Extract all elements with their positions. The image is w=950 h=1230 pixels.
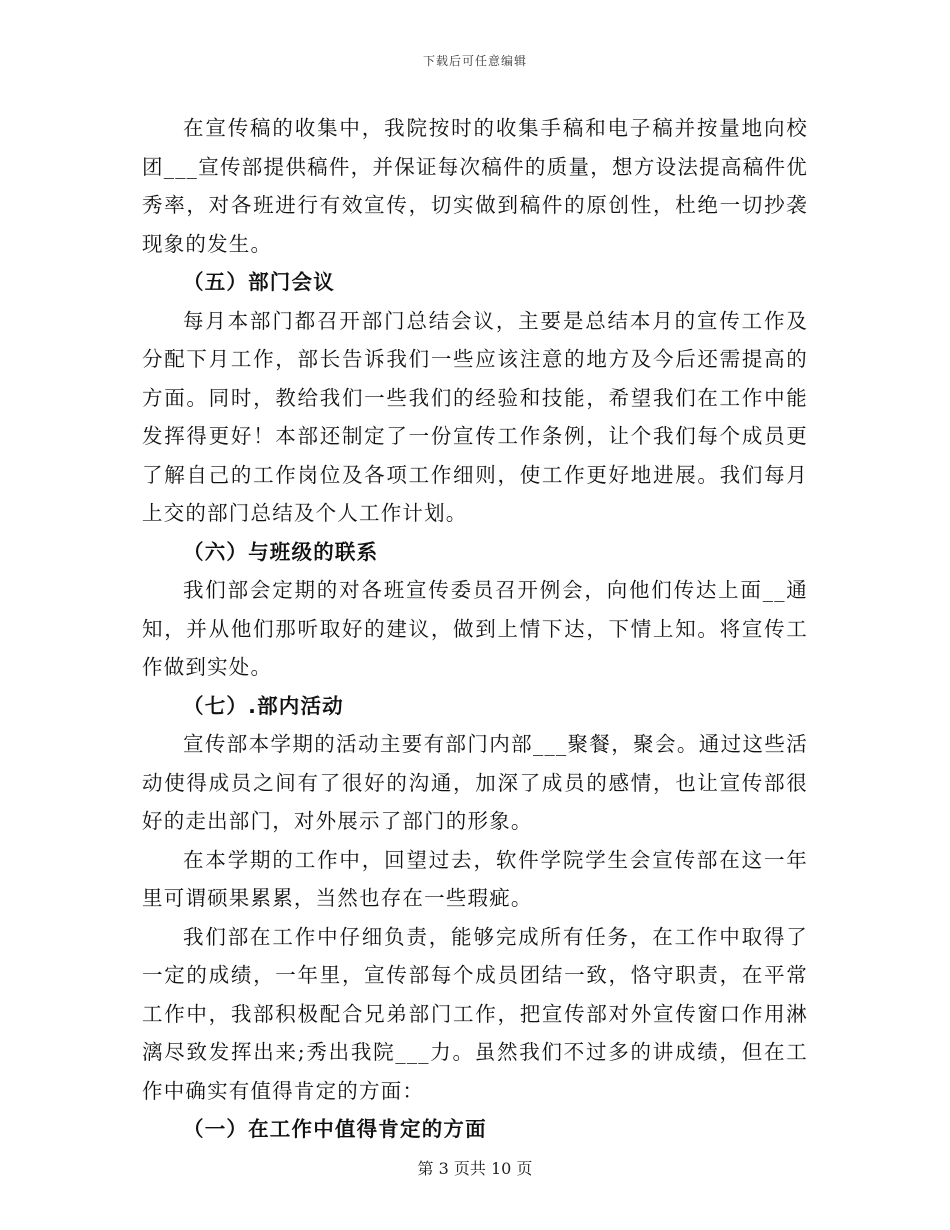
heading-positive-aspects: （一）在工作中值得肯定的方面 [183, 1117, 487, 1141]
document-body [142, 109, 808, 1149]
paragraph-department-meeting: 每月本部门都召开部门总结会议，主要是总结本月的宣传工作及分配下月工作，部长告诉我们一些应该注意的地方及今后还需提高的方面。同时，教给我们一些我们的经验和技能，希望我们在工作中能发挥得更好！本部还制定了一份宣传工作条例，让个我们每个成员更了解自己的工作岗位及各项工作细则，使工作更好地进展。我们每月上交的部门总结及个人工作计划。 [142, 308, 808, 525]
heading-department-meeting: （五）部门会议 [183, 270, 335, 294]
paragraph-manuscript-collection: 在宣传稿的收集中，我院按时的收集手稿和电子稿并按量地向校团___宣传部提供稿件，并保证每次稿件的质量，想方设法提高稿件优秀率，对各班进行有效宣传，切实做到稿件的原创性，杜绝一切抄袭现象的发生。 [142, 116, 808, 256]
heading-class-contact: （六）与班级的联系 [183, 539, 379, 564]
page-number-footer: 第 3 页共 10 页 [417, 1159, 533, 1178]
page-header: 下载后可任意编辑 [422, 54, 527, 68]
paragraph-achievements: 我们部在工作中仔细负责，能够完成所有任务，在工作中取得了一定的成绩，一年里，宣传部每个成员团结一致，恪守职责，在平常工作中，我部积极配合兄弟部门工作，把宣传部对外宣传窗口作用淋漓尽致发挥出来;秀出我院___力。虽然我们不过多的讲成绩，但在工作中确实有值得肯定的方面： [142, 924, 808, 1103]
heading-internal-activities: （七）.部内活动 [183, 693, 344, 718]
paragraph-semester-review: 在本学期的工作中，回望过去，软件学院学生会宣传部在这一年里可谓硕果累累，当然也存在一些瑕疵。 [142, 847, 808, 910]
paragraph-class-contact: 我们部会定期的对各班宣传委员召开例会，向他们传达上面__通知，并从他们那听取好的建议，做到上情下达，下情上知。将宣传工作做到实处。 [142, 578, 808, 679]
paragraph-internal-activities: 宣传部本学期的活动主要有部门内部___聚餐，聚会。通过这些活动使得成员之间有了很好的沟通，加深了成员的感情，也让宣传部很好的走出部门，对外展示了部门的形象。 [142, 732, 808, 833]
